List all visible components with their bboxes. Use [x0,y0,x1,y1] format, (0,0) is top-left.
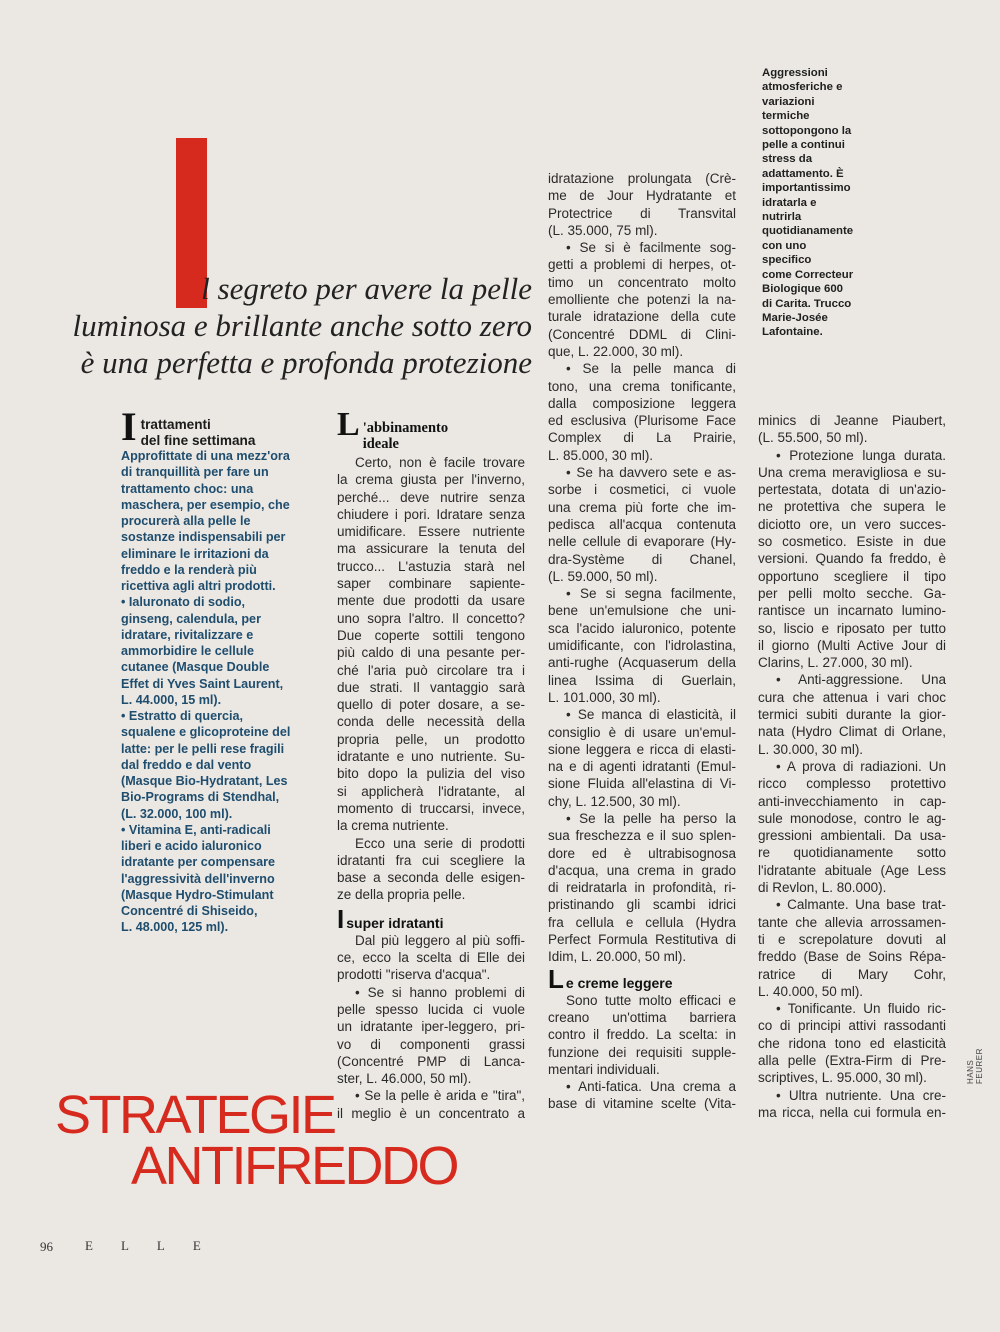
sidebar-line: freddo e la renderà più [121,562,257,577]
sidebar-line: (Masque Hydro-Stimulant [121,887,274,902]
caption-line: importantissimo [762,182,851,195]
caption-line: come Correcteur [762,268,854,281]
sidebar-line: latte: per le pelli rese fragili [121,741,285,756]
paragraph [758,758,946,896]
text-line: dalla composizione leggera [548,395,736,411]
text-line: • Se manca di elasticità, il [566,707,736,723]
text-line: Una crema meravigliosa e su- [758,464,946,480]
text-line: • Calmante. Una base trat- [776,897,946,913]
text-line: umidificare. Essere nutriente [337,524,525,540]
text-line: freddo (Base de Soins Répa- [758,949,946,965]
caption-line: idratarla e [762,196,817,209]
text-line: perché... deve nutrire senza [337,489,525,505]
text-line: che ridona tono ed elasticità [758,1035,946,1051]
text-line: tante che allevia arrossamen- [758,914,946,930]
text-line: ce, ecco la scelta di Elle dei [337,950,525,966]
text-line: una crema più forte che im- [548,499,736,515]
text-line: per pelli molto secche. Ga- [758,585,946,601]
sidebar-line: L. 48.000, 125 ml). [121,920,229,935]
caption-line: sottopongono la [762,124,852,137]
sidebar-line: Bio-Programs di Stendhal, [121,790,280,805]
sidebar-body [121,448,313,936]
sidebar-line: (L. 32.000, 100 ml). [121,806,233,821]
magazine-name: ELLE [85,1238,229,1253]
section-heading-line: ideale [362,436,399,452]
text-line: pertestata, dotata di un'azio- [758,482,946,498]
sidebar-line: (Masque Bio-Hydratant, Les [121,774,288,789]
text-line: sione Fluida all'elastina di Vi- [548,776,736,792]
paragraph [548,1078,736,1113]
text-line: scriptives, L. 95.000, 30 ml). [758,1070,927,1086]
text-line: di Revlon, L. 80.000). [758,880,887,896]
text-line: contro il freddo. La scelta: in [548,1027,736,1043]
text-line: ma ricca, nella cui formula en- [758,1104,946,1120]
text-line: dra-Système di Chanel, [548,551,736,567]
text-line: • Se la pelle manca di [566,361,736,377]
sidebar-line: liberi e acido ialuronico [121,839,262,854]
text-line: Due coperte sottili tengono [337,627,525,643]
paragraph [548,706,736,810]
text-line: di reidratarla in profondità, ri- [548,880,736,896]
text-line: due strati. Il vantaggio sarà [337,679,525,695]
text-line: prodotti "riserva d'acqua". [337,967,491,983]
text-line: idratazione prolungata (Crè- [548,171,736,186]
paragraph [548,585,736,706]
text-line: alla pelle (Extra-Firm di Pre- [758,1052,946,1068]
text-line: sca l'acido ialuronico, potente [548,620,736,636]
text-line: base a seconda delle esigen- [337,870,525,886]
text-line: chy, L. 12.500, 30 ml). [548,793,681,809]
section-heading-creme-leggere [548,963,736,994]
sidebar-line: procurerà alla pelle le [121,514,251,529]
text-line: Ecco una serie di prodotti [355,835,525,851]
text-line: bito dopo la pulizia del viso [337,766,525,782]
paragraph [758,1087,946,1122]
text-line: L. 40.000, 50 ml). [758,983,864,999]
photo-credit: HANS FEURER [966,1048,984,1084]
sidebar-heading-line: trattamenti [140,417,211,432]
caption-line: Marie-Josée [762,311,828,324]
text-line: uno sopra l'altro. Il concetto? [337,610,525,626]
text-line: idratante e uno nutriente. Su- [337,749,525,765]
text-line: na e di agenti idratanti (Emul- [548,759,736,775]
text-line: gressioni ambientali. Da usa- [758,828,946,844]
text-line: opportuno scegliere il tipo [758,568,946,584]
text-line: termici subiti durante la gior- [758,707,946,723]
text-line: • Ultra nutriente. Una cre- [776,1087,946,1103]
section-heading-line: 'abbinamento [362,420,449,436]
sidebar-line: Concentré di Shiseido, [121,904,258,919]
paragraph [758,1000,946,1086]
text-line: d'acqua, una crema in grado [548,862,736,878]
sidebar-line: idratare, rivitalizzare e [121,627,254,642]
paragraph [548,360,736,464]
title-line-1: STRATEGIE [55,1085,335,1145]
section-heading-cap: L [548,963,564,994]
paragraph [548,464,736,585]
caption-line: Lafontaine. [762,326,823,339]
section-heading-abbinamento [337,406,525,452]
text-line: più caldo di una pesante per- [337,645,525,661]
text-line: sule monodose, contro le ag- [758,810,946,826]
text-line: Protectrice di Transvital [548,205,736,221]
page-number: 96 [40,1239,53,1254]
text-line: sorbe i cosmetici, ci vuole [548,482,736,498]
caption-line: Aggressioni [762,67,828,79]
sidebar-heading-cap: I [121,404,137,449]
text-line: • Se la pelle ha perso la [566,810,736,826]
article-headline [60,270,532,381]
text-line: propria pelle, un prodotto [337,731,525,747]
text-line: ma assicurare la tenuta del [337,541,525,557]
paragraph [548,170,736,239]
text-line: Dal più leggero al più soffi- [355,932,525,948]
sidebar-line: sostanze indispensabili per [121,530,286,545]
text-line: ricco complesso protettivo [758,776,946,792]
text-line: vo di componenti grassi [337,1036,525,1052]
text-line: • Tonificante. Un fluido ric- [776,1001,946,1017]
sidebar-line: l'aggressività dell'inverno [121,871,275,886]
sidebar-line: Approfittate di una mezz'ora [121,449,290,464]
article-column-1 [337,406,525,1122]
sidebar-line: maschera, per esempio, che [121,497,290,512]
text-line: funzione dei requisiti supple- [548,1044,736,1060]
sidebar-line: squalene e glicoproteine del [121,725,291,740]
headline-line: l segreto per avere la pelle [201,271,532,306]
caption-line: adattamento. È [762,167,844,180]
text-line: fra cellula e cellula (Hydra [548,914,736,930]
section-heading-cap: I [337,903,345,934]
sidebar-line: L. 44.000, 15 ml). [121,692,222,707]
caption-line: quotidianamente [762,225,854,238]
text-line: me de Jour Hydratante et [548,188,736,204]
text-line: emolliente che potenzi la na- [548,292,736,308]
text-line: timo un concentrato molto [548,274,736,290]
text-line: re quotidianamente sotto [758,845,946,861]
paragraph [758,671,946,757]
text-line: co di principi attivi rassodanti [758,1018,946,1034]
text-line: il meglio è un concentrato a [337,1105,525,1121]
text-line: ster, L. 46.000, 50 ml). [337,1071,472,1087]
text-line: cura che attenua i vari choc [758,689,946,705]
text-line: mentari individuali. [548,1061,660,1077]
text-line: un idratante iper-leggero, pri- [337,1019,525,1035]
text-line: L. 85.000, 30 ml). [548,447,654,463]
text-line: diciotto ore, un vero succes- [758,516,946,532]
section-heading-super-idratanti [337,903,525,934]
caption-line: di Carita. Trucco [762,297,852,310]
text-line: versioni. Quando fa freddo, è [758,551,946,567]
text-line: bene un'emulsione che uni- [548,603,736,619]
text-line: • Anti-fatica. Una crema a [566,1079,736,1095]
text-line: • Se ha davvero sete e as- [566,465,736,481]
text-line: (Concentré PMP di Lanca- [337,1053,525,1069]
sidebar-line: eliminare le irritazioni da [121,546,269,561]
text-line: momento di truccarsi, invece, [337,800,525,816]
text-line: • Protezione lunga durata. [776,447,946,463]
text-line: (L. 35.000, 75 ml). [548,222,658,238]
paragraph [758,447,946,672]
sidebar-line: • Vitamina E, anti-radicali [121,822,271,837]
text-line: ché l'aria può circolare tra i [337,662,525,678]
sidebar-line: • Ialuronato di sodio, [121,595,246,610]
caption-line: termiche [762,110,810,123]
text-line: base di vitamine scelte (Vita- [548,1096,736,1112]
paragraph [758,412,946,447]
caption-line: stress da [762,153,813,166]
text-line: idratanti fra cui scegliere la [337,852,525,868]
text-line: • Se si hanno problemi di [355,984,525,1000]
paragraph [337,932,525,984]
text-line: linea Issima di Guerlain, [548,672,736,688]
sidebar-line: di tranquillità per fare un [121,465,269,480]
text-line: Sono tutte molto efficaci e [566,992,736,1008]
text-line: si applicherà l'idratante, al [337,783,525,799]
text-line: pelle spesso lucida ci vuole [337,1001,525,1017]
paragraph [548,810,736,966]
paragraph [548,992,736,1078]
text-line: Complex di La Prairie, [548,430,736,446]
text-line: mente due prodotti da usare [337,593,525,609]
text-line: L. 101.000, 30 ml). [548,689,661,705]
sidebar-line: Effet di Yves Saint Laurent, [121,676,284,691]
text-line: la crema nutriente. [337,818,449,834]
text-line: umidificante, con l'idrolastina, [548,638,736,654]
text-line: Certo, non è facile trovare [355,455,525,470]
sidebar-line: ammorbidire le cellule [121,644,254,659]
text-line: ze della propria pelle. [337,887,466,903]
text-line: creano un'ottima barriera [548,1009,736,1025]
headline-line: luminosa e brillante anche sotto zero [72,308,532,343]
text-line: minics di Jeanne Piaubert, [758,413,946,428]
text-line: getti a problemi di herpes, ot- [548,257,736,273]
paragraph [337,984,525,1088]
sidebar-line: trattamento choc: una [121,481,254,496]
text-line: so, liscio e riposato per tutto [758,620,946,636]
caption-line: pelle a continui [762,139,845,152]
sidebar-line: ricettiva agli altri prodotti. [121,579,276,594]
section-heading-text: super idratanti [346,914,444,931]
sidebar-box [121,404,313,936]
caption-line: atmosferiche e [762,81,843,94]
caption-line: Biologique 600 [762,283,844,296]
text-line: quello di poter dosare, a se- [337,697,525,713]
text-line: • Anti-aggressione. Una [776,672,946,688]
article-title [55,1085,457,1196]
text-line: (L. 55.500, 50 ml). [758,430,868,446]
text-line: anti-rughe (Acquaserum della [548,655,736,671]
text-line: saper combinare sapiente- [337,576,525,592]
sidebar-line: cutanee (Masque Double [121,660,270,675]
sidebar-heading-line: del fine settimana [140,432,256,448]
paragraph [758,896,946,1000]
text-line: conda delle necessità della [337,714,525,730]
title-line-2: ANTIFREDDO [131,1136,457,1196]
text-line: trucco... L'astuzia starà nel [337,558,525,574]
text-line: Perfect Formula Restitutiva di [548,932,736,948]
sidebar-heading [121,404,313,449]
text-line: sua freschezza e il suo splen- [548,828,736,844]
text-line: anti-invecchiamento in cap- [758,793,946,809]
text-line: ed esclusiva (Plurisome Face [548,413,736,429]
sidebar-line: • Estratto di quercia, [121,709,243,724]
text-line: ti e screpolature dovuti al [758,931,946,947]
caption-line: variazioni [762,95,815,108]
text-line: L. 30.000, 30 ml). [758,741,864,757]
text-line: • Se la pelle è arida e "tira", [355,1088,525,1104]
text-line: Clarins, L. 27.000, 30 ml). [758,655,913,671]
text-line: (Concentré DDML di Clini- [548,326,736,342]
text-line: ratrice di Mary Cohr, [758,966,946,982]
article-column-2 [548,170,736,1113]
article-column-3 [758,412,946,1121]
text-line: (L. 59.000, 50 ml). [548,568,658,584]
text-line: • A prova di radiazioni. Un [776,758,946,774]
headline-line: è una perfetta e profonda protezione [80,345,532,380]
section-heading-text: e creme leggere [565,974,673,991]
text-line: ne protettiva che supera le [758,499,946,515]
sidebar-line: dal freddo e dal vento [121,757,252,772]
text-line: • Se si segna facilmente, [566,586,736,602]
text-line: rantisce un incarnato lumino- [758,603,946,619]
text-line: il giorno (Multi Active Jour di [758,637,946,653]
text-line: la crema giusta per l'inverno, [337,472,525,488]
text-line: tono, una crema tonificante, [548,378,736,394]
text-line: consiglio è di usare un'emul- [548,724,736,740]
text-line: sione leggera e ricca di elasti- [548,741,736,757]
text-line: pedisca all'acqua contenuta [548,516,736,532]
text-line: nelle cellule di evaporare (Hy- [548,534,736,550]
text-line: l'idratante abituale (Age Less [758,862,946,878]
text-line: so cosmetico. Esiste in due [758,534,946,550]
text-line: pristinando gli scambi idrici [548,897,736,913]
text-line: que, L. 22.000, 30 ml). [548,343,684,359]
paragraph [337,454,525,835]
paragraph [337,835,525,904]
text-line: dore ed è ultrabisognosa [548,845,736,861]
photo-caption [762,66,858,340]
text-line: • Se si è facilmente sog- [566,240,736,256]
sidebar-line: idratante per compensare [121,855,275,870]
sidebar-line: ginseng, calendula, per [121,611,261,626]
caption-line: con uno specifico [762,239,812,267]
text-line: Idim, L. 20.000, 50 ml). [548,949,687,965]
paragraph [548,239,736,360]
text-line: nata (Hydro Climat di Orlane, [758,724,946,740]
text-line: chiudere i pori. Idratare senza [337,506,525,522]
caption-line: nutrirla [762,211,802,224]
section-heading-cap: L [337,406,360,443]
text-line: turale idratazione della cute [548,309,736,325]
